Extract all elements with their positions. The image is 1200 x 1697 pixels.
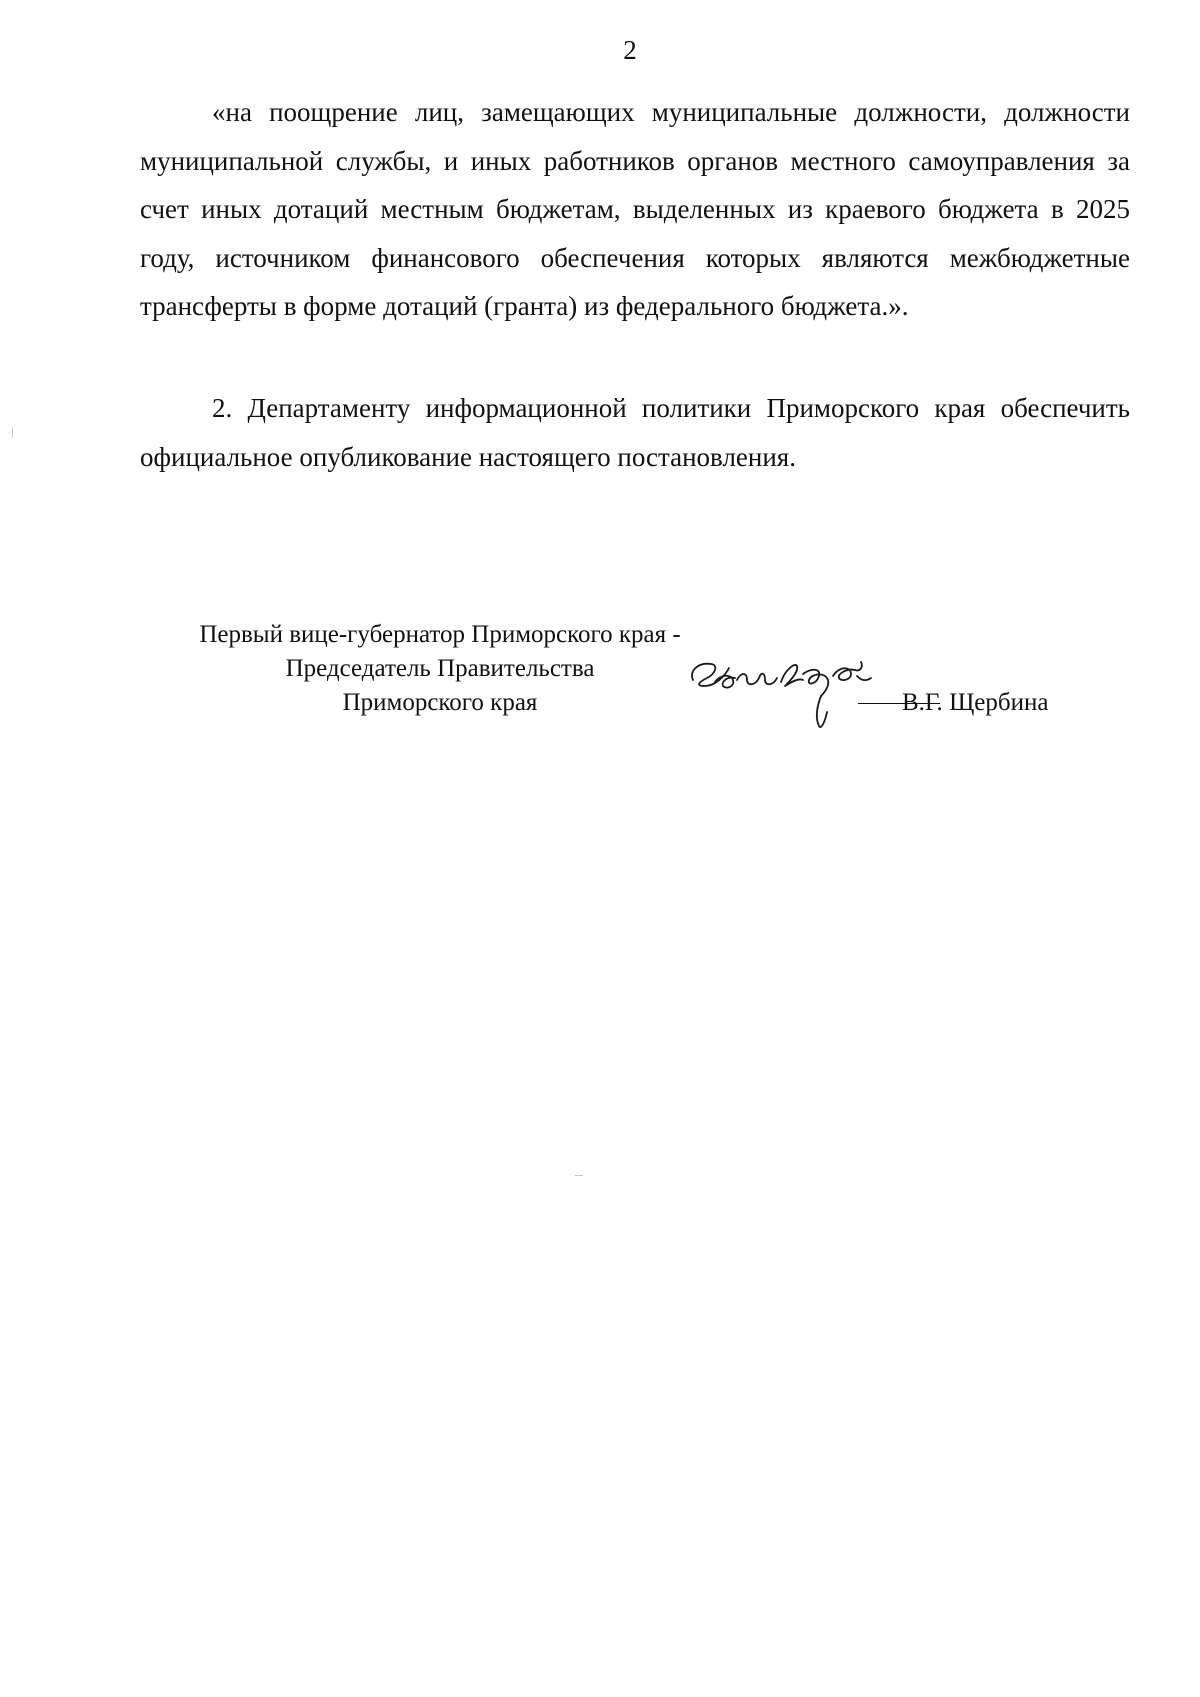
scan-artifact [12,428,13,438]
signatory-name [902,686,1048,720]
position-line-1: Первый вице-губернатор Приморского края - [199,621,681,648]
body-paragraph-2 [140,384,1130,481]
page-number: 2 [623,35,637,65]
signature-block [140,618,1140,738]
signatory-surname: Щербина [949,689,1049,716]
handwritten-signature [685,656,905,736]
scan-artifact [575,1175,583,1176]
body-paragraph-1 [140,88,1130,331]
position-line-3: Приморского края [342,689,538,716]
signatory-position [140,618,740,720]
paragraph-text: «на поощрение лиц, замещающих муниципальные должности, должности муниципальной службы, и иных работников органов местного самоуправления за счет иных дотаций местным бюджетам, выделенных из краевого бюджета в 2025 году, источником финансового обеспечения которых являются межбюджетные трансферты в форме дотаций (гранта) из федерального бюджета.». [140,97,1130,321]
position-line-2: Председатель Правительства [285,655,595,682]
signatory-initials: В.Г. [902,689,943,716]
paragraph-text: 2. Департаменту информационной политики Приморского края обеспечить официальное опубликование настоящего постановления. [140,393,1130,472]
